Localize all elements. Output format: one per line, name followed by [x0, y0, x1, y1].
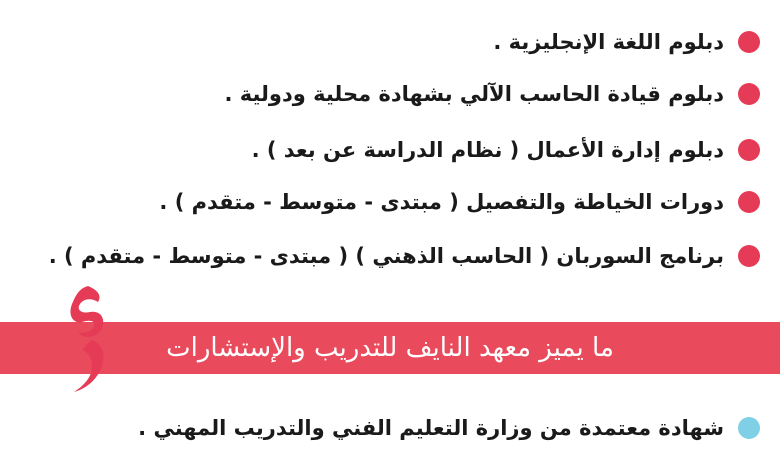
- list-item-text: شهادة معتمدة من وزارة التعليم الفني والتدريب المهني .: [138, 416, 724, 440]
- bullet-icon: [738, 417, 760, 439]
- list-item: [224, 80, 760, 108]
- bullet-icon: [738, 83, 760, 105]
- list-item: [138, 414, 760, 442]
- list-item: [49, 242, 760, 270]
- section-banner: [0, 322, 780, 374]
- list-item-text: برنامج السوربان ( الحاسب الذهني ) ( مبتدى - متوسط - متقدم ) .: [48, 244, 724, 268]
- list-item: [493, 28, 760, 56]
- list-item-text: دبلوم اللغة الإنجليزية .: [493, 30, 724, 54]
- bullet-icon: [738, 139, 760, 161]
- list-item: [252, 136, 760, 164]
- list-item: [159, 188, 760, 216]
- list-item-text: دبلوم إدارة الأعمال ( نظام الدراسة عن بعد ) .: [251, 138, 724, 162]
- bullet-icon: [738, 31, 760, 53]
- decorative-letter-icon: [62, 284, 114, 394]
- banner-title: ما يميز معهد النايف للتدريب والإستشارات: [166, 333, 614, 363]
- list-item-text: دبلوم قيادة الحاسب الآلي بشهادة محلية ودولية .: [224, 82, 724, 106]
- bullet-icon: [738, 191, 760, 213]
- list-item-text: دورات الخياطة والتفصيل ( مبتدى - متوسط - متقدم ) .: [159, 190, 724, 214]
- bullet-icon: [738, 245, 760, 267]
